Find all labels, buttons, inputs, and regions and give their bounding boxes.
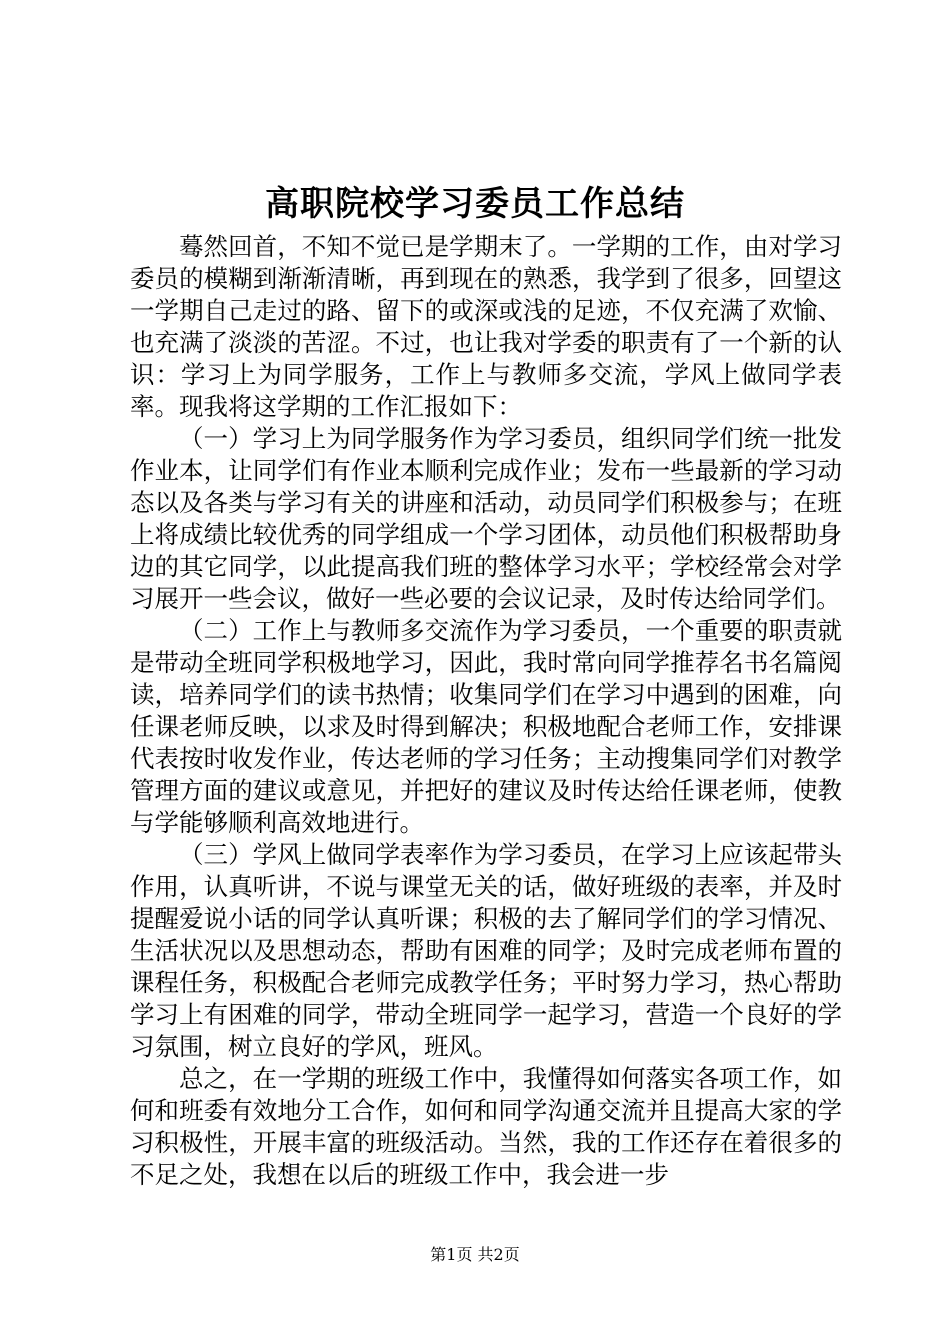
paragraph-summary: 总之，在一学期的班级工作中，我懂得如何落实各项工作，如何和班委有效地分工合作，如何和同学沟通交流并且提高大家的学习积极性，开展丰富的班级活动。当然，我的工作还存在着很多的不足之处，我想在以后的班级工作中，我会进一步 <box>130 1064 842 1189</box>
document-body <box>130 231 842 1191</box>
paragraph-section-1: （一）学习上为同学服务作为学习委员，组织同学们统一批发作业本，让同学们有作业本顺利完成作业；发布一些最新的学习动态以及各类与学习有关的讲座和活动，动员同学们积极参与；在班上将成绩比较优秀的同学组成一个学习团体，动员他们积极帮助身边的其它同学，以此提高我们班的整体学习水平；学校经常会对学习展开一些会议，做好一些必要的会议记录，及时传达给同学们。 <box>130 424 842 613</box>
paragraph-intro: 蓦然回首，不知不觉已是学期末了。一学期的工作，由对学习委员的模糊到渐渐清晰，再到现在的熟悉，我学到了很多，回望这一学期自己走过的路、留下的或深或浅的足迹，不仅充满了欢愉、也充满了淡淡的苦涩。不过，也让我对学委的职责有了一个新的认识：学习上为同学服务，工作上与教师多交流，学风上做同学表率。现我将这学期的工作汇报如下： <box>130 232 842 421</box>
document-title: 高职院校学习委员工作总结 <box>265 184 685 224</box>
page-number-footer: 第1页 共2页 <box>430 1245 520 1264</box>
paragraph-section-2: （二）工作上与教师多交流作为学习委员，一个重要的职责就是带动全班同学积极地学习，因此，我时常向同学推荐名书名篇阅读，培养同学们的读书热情；收集同学们在学习中遇到的困难，向任课老师反映，以求及时得到解决；积极地配合老师工作，安排课代表按时收发作业，传达老师的学习任务；主动搜集同学们对教学管理方面的建议或意见，并把好的建议及时传达给任课老师，使教与学能够顺利高效地进行。 <box>130 616 842 837</box>
paragraph-section-3: （三）学风上做同学表率作为学习委员，在学习上应该起带头作用，认真听讲，不说与课堂无关的话，做好班级的表率，并及时提醒爱说小话的同学认真听课；积极的去了解同学们的学习情况、生活状况以及思想动态，帮助有困难的同学；及时完成老师布置的课程任务，积极配合老师完成教学任务；平时努力学习，热心帮助学习上有困难的同学，带动全班同学一起学习，营造一个良好的学习氛围，树立良好的学风，班风。 <box>130 840 842 1061</box>
